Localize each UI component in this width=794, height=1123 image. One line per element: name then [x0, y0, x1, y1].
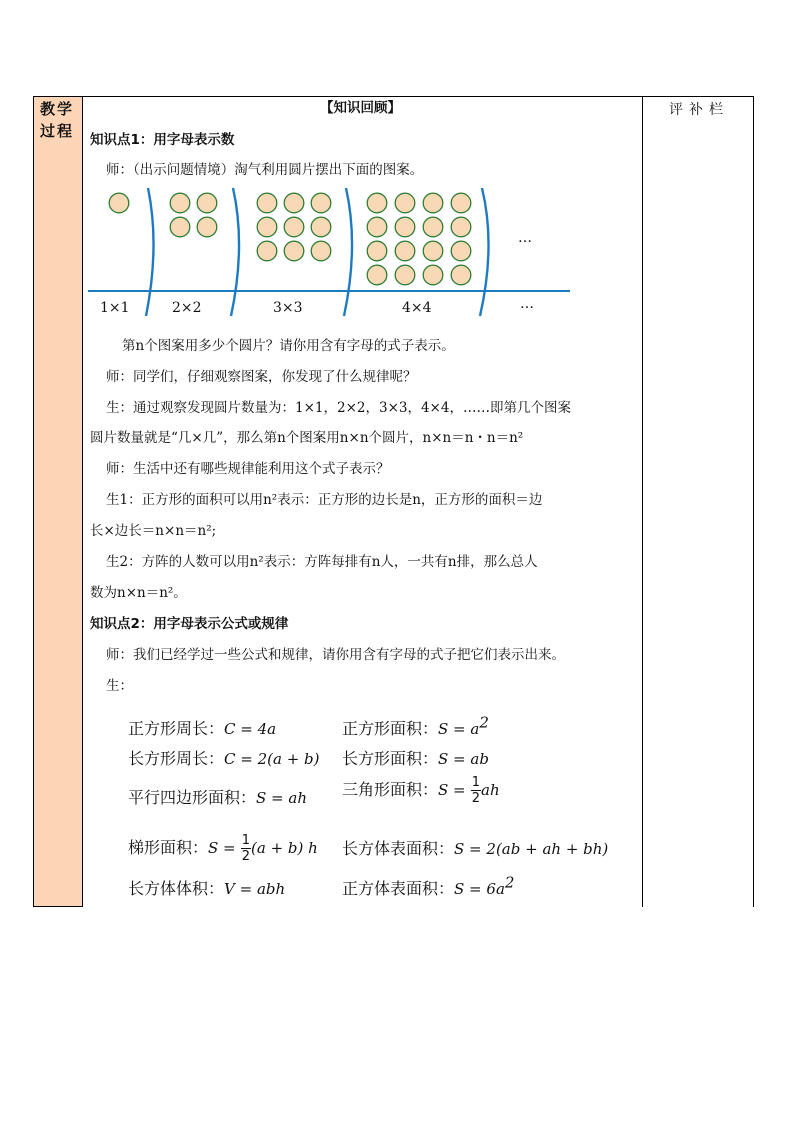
left-label-line1: 教学	[39, 100, 74, 118]
formula-triangle-area	[342, 775, 500, 806]
divider-curve-1	[146, 188, 154, 316]
right-column-label: 评补栏	[669, 102, 729, 118]
divider-curve-2	[231, 188, 239, 316]
table-border-left	[33, 96, 34, 907]
exponent: 2	[504, 873, 515, 892]
student2-prefix: 生：	[106, 678, 133, 694]
formula-label: 正方形周长：	[128, 719, 225, 738]
question-line: 第n个图案用多少个圆片？请你用含有字母的式子表示。	[122, 338, 455, 354]
formula-label: 正方体表面积：	[342, 879, 455, 898]
formula-expr: V = abh	[224, 880, 286, 898]
figure-label-2: 2×2	[172, 300, 202, 316]
formula-expr-rhs: ah	[481, 781, 500, 799]
figure-label-1: 1×1	[100, 300, 130, 316]
formula-expr: S = ab	[438, 750, 489, 768]
formula-cube-surface	[342, 873, 515, 899]
formula-label: 平行四边形面积：	[128, 788, 257, 807]
formula-square-area	[342, 713, 489, 739]
student1-line2: 圆片数量就是“几×几”，那么第n个图案用n×n个圆片，n×n＝n・n＝n²	[90, 430, 524, 446]
fraction-half	[241, 833, 251, 864]
formula-label: 梯形面积：	[128, 838, 209, 857]
formula-parallelogram-area	[128, 785, 307, 808]
exponent: 2	[479, 713, 489, 732]
formula-label: 正方形面积：	[342, 719, 439, 738]
formula-expr: C = 2(a + b)	[224, 750, 320, 768]
figure-ellipsis-bottom: …	[520, 296, 534, 312]
figure-label-4: 4×4	[402, 300, 432, 316]
formula-label: 长方形周长：	[128, 749, 225, 768]
formula-expr: S = 2(ab + ah + bh)	[454, 840, 609, 858]
formula-square-perimeter	[128, 716, 276, 739]
formula-expr: C = 4a	[224, 720, 277, 738]
s2-line1: 生2：方阵的人数可以用n²表示：方阵每排有n人，一共有n排，那么总人	[106, 554, 538, 570]
table-border-top	[33, 96, 754, 97]
circle-pattern-figure	[88, 186, 572, 321]
fraction-denominator: 2	[241, 849, 251, 864]
table-border-right	[753, 96, 754, 907]
table-divider-right	[642, 96, 643, 907]
formula-rect-perimeter	[128, 746, 320, 769]
fraction-denominator: 2	[471, 791, 481, 806]
teacher-line-4: 师：我们已经学过一些公式和规律，请你用含有字母的式子把它们表示出来。	[106, 647, 565, 663]
student1-line1: 生：通过观察发现圆片数量为：1×1，2×2，3×3，4×4，……即第几个图案	[106, 400, 571, 416]
formula-expr: S = a	[438, 720, 480, 738]
divider-curve-4	[480, 188, 489, 316]
fraction-numerator: 1	[241, 833, 251, 848]
divider-curve-3	[344, 188, 352, 316]
formula-cuboid-volume	[128, 876, 285, 899]
kp2-title: 知识点2：用字母表示公式或规律	[90, 616, 289, 632]
kp1-title: 知识点1：用字母表示数	[90, 132, 235, 148]
s2-line2: 数为n×n＝n²。	[90, 585, 187, 601]
formula-expr: S =	[208, 839, 236, 857]
s1-line2: 长×边长＝n×n＝n²;	[90, 523, 217, 539]
formula-label: 长方体表面积：	[342, 839, 455, 858]
formula-expr-rhs: (a + b) h	[251, 839, 318, 857]
formula-label: 三角形面积：	[342, 780, 439, 799]
left-label-line2: 过程	[39, 122, 74, 140]
fraction-numerator: 1	[471, 775, 481, 790]
fraction-half	[471, 775, 481, 806]
figure-label-3: 3×3	[273, 300, 303, 316]
s1-line1: 生1：正方形的面积可以用n²表示：正方形的边长是n，正方形的面积＝边	[106, 492, 543, 508]
teacher-line-2: 师：同学们，仔细观察图案，你发现了什么规律呢？	[106, 369, 417, 385]
formula-rect-area	[342, 746, 489, 769]
teacher-line-1: 师：（出示问题情境）淘气利用圆片摆出下面的图案。	[106, 162, 424, 178]
formula-expr: S =	[438, 781, 466, 799]
formula-label: 长方体体积：	[128, 879, 225, 898]
formula-expr: S = 6a	[454, 880, 505, 898]
pattern-1	[109, 193, 129, 213]
formula-expr: S = ah	[256, 789, 307, 807]
formula-cuboid-surface	[342, 836, 608, 859]
formula-label: 长方形面积：	[342, 749, 439, 768]
table-divider-left	[82, 96, 83, 907]
teacher-line-3: 师：生活中还有哪些规律能利用这个式子表示？	[106, 461, 390, 477]
formula-trapezoid-area	[128, 833, 318, 864]
pattern-4	[367, 193, 471, 285]
figure-ellipsis-top: …	[518, 230, 532, 246]
pattern-2	[170, 193, 217, 237]
section-header: 【知识回顾】	[320, 100, 401, 116]
table-border-bottom-left	[33, 906, 83, 907]
pattern-3	[257, 193, 331, 261]
left-column-shade	[34, 97, 82, 906]
